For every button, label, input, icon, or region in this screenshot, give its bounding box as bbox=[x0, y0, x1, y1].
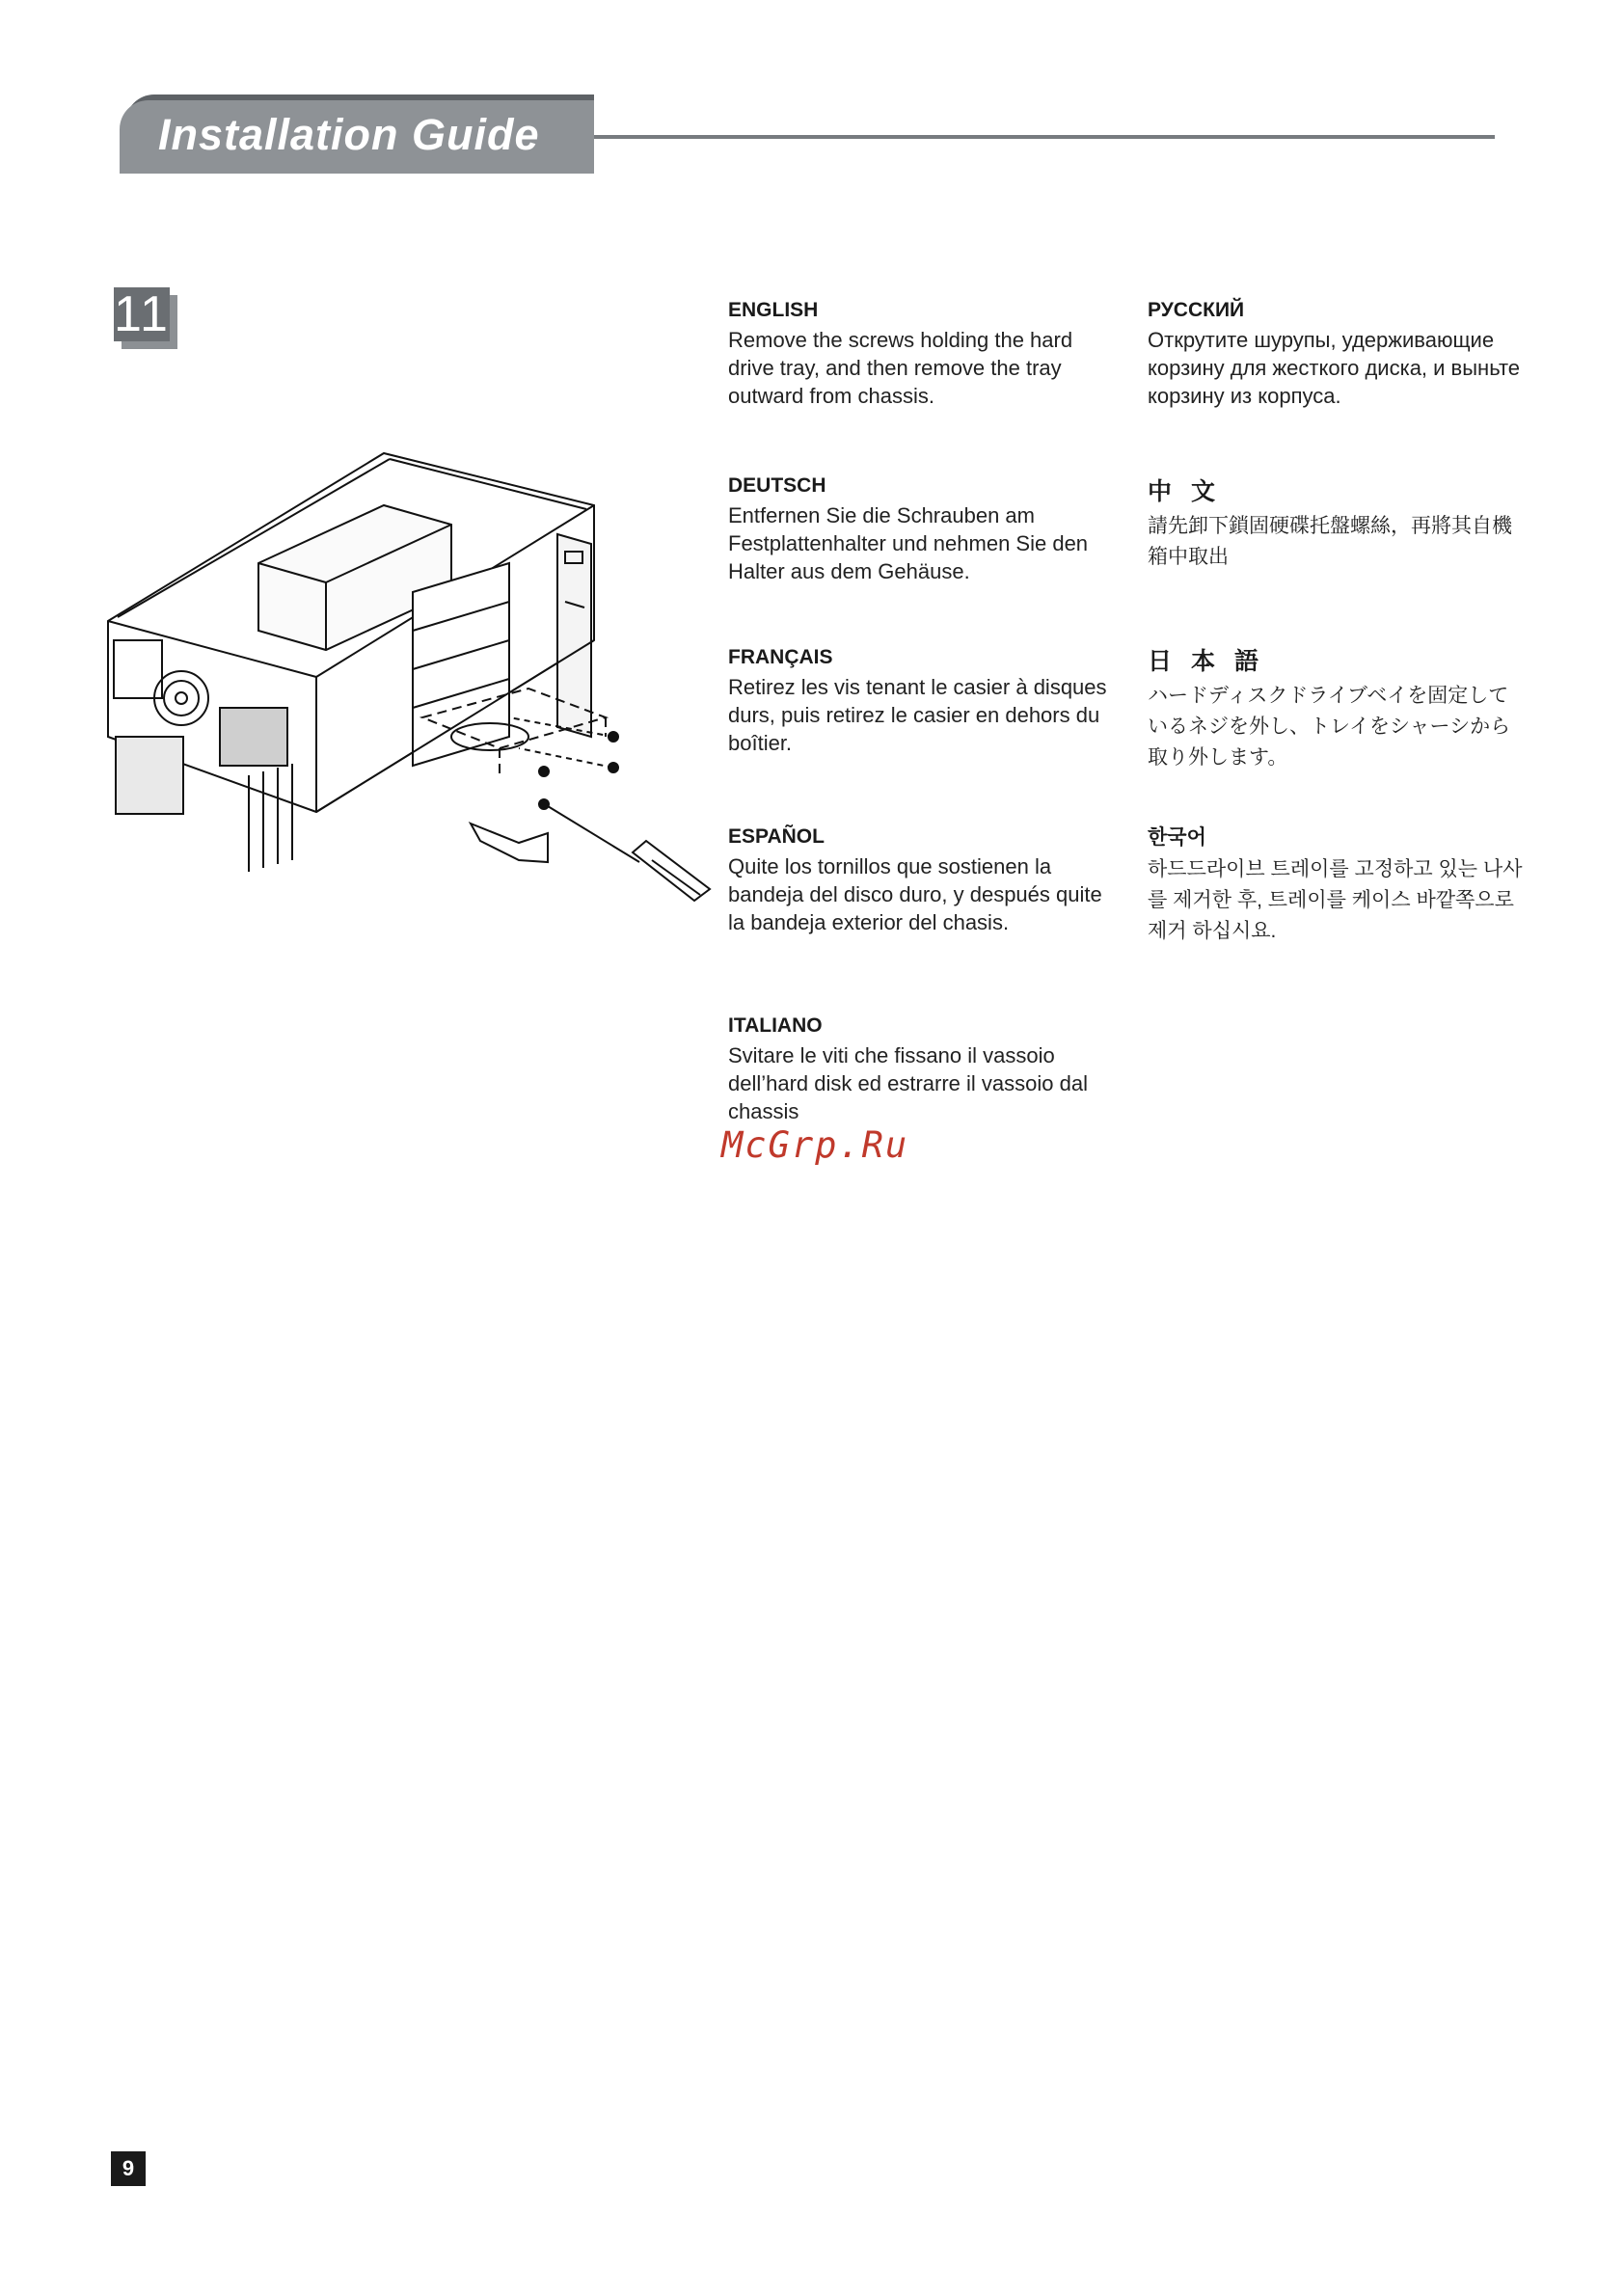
header-divider bbox=[594, 135, 1495, 139]
section-title: ESPAÑOL bbox=[728, 825, 825, 848]
section-russian bbox=[1148, 299, 1529, 410]
section-title: DEUTSCH bbox=[728, 474, 826, 497]
section-japanese bbox=[1148, 642, 1529, 773]
section-text: 請先卸下鎖固硬碟托盤螺絲，再將其自機箱中取出 bbox=[1148, 515, 1512, 568]
page-number: 9 bbox=[111, 2151, 146, 2186]
section-title: 한국어 bbox=[1148, 826, 1206, 849]
chassis-illustration bbox=[104, 447, 712, 910]
section-text: Svitare le viti che fissano il vassoio dell’hard disk ed estrarre il vassoio dal chassis bbox=[728, 1043, 1088, 1123]
section-title: 日本語 bbox=[1148, 648, 1279, 675]
step-number: 11 bbox=[114, 286, 170, 342]
section-text: ハードディスクドライブベイを固定しているネジを外し、トレイをシャーシから取り外します。 bbox=[1148, 685, 1511, 769]
section-text: Entfernen Sie die Schrauben am Festplattenhalter und nehmen Sie den Halter aus dem Gehäuse. bbox=[728, 503, 1089, 583]
section-title: ITALIANO bbox=[728, 1014, 823, 1037]
section-title: ENGLISH bbox=[728, 299, 819, 321]
section-text: Открутите шурупы, удерживающие корзину для жесткого диска, и выньте корзину из корпуса. bbox=[1148, 328, 1521, 408]
watermark: McGrp.Ru bbox=[721, 1124, 909, 1166]
section-english bbox=[728, 299, 1109, 410]
section-title: РУССКИЙ bbox=[1148, 299, 1245, 321]
section-text: Quite los tornillos que sostienen la bandeja del disco duro, y después quite la bandeja exterior del chasis. bbox=[728, 854, 1102, 934]
section-italiano bbox=[728, 1014, 1109, 1125]
section-deutsch bbox=[728, 474, 1109, 585]
section-text: Retirez les vis tenant le casier à disques durs, puis retirez le casier en dehors du boîtier. bbox=[728, 675, 1107, 755]
section-title: 中文 bbox=[1148, 478, 1235, 505]
section-text: Remove the screws holding the hard drive tray, and then remove the tray outward from chassis. bbox=[728, 328, 1073, 408]
section-title: FRANÇAIS bbox=[728, 646, 833, 668]
section-korean bbox=[1148, 822, 1529, 947]
page-title: Installation Guide bbox=[158, 110, 540, 159]
section-text: 하드드라이브 트레이를 고정하고 있는 나사를 제거한 후, 트레이를 케이스 바깥쪽으로 제거 하십시요. bbox=[1148, 858, 1523, 942]
section-espanol bbox=[728, 825, 1109, 936]
section-francais bbox=[728, 646, 1109, 757]
section-chinese bbox=[1148, 473, 1529, 573]
